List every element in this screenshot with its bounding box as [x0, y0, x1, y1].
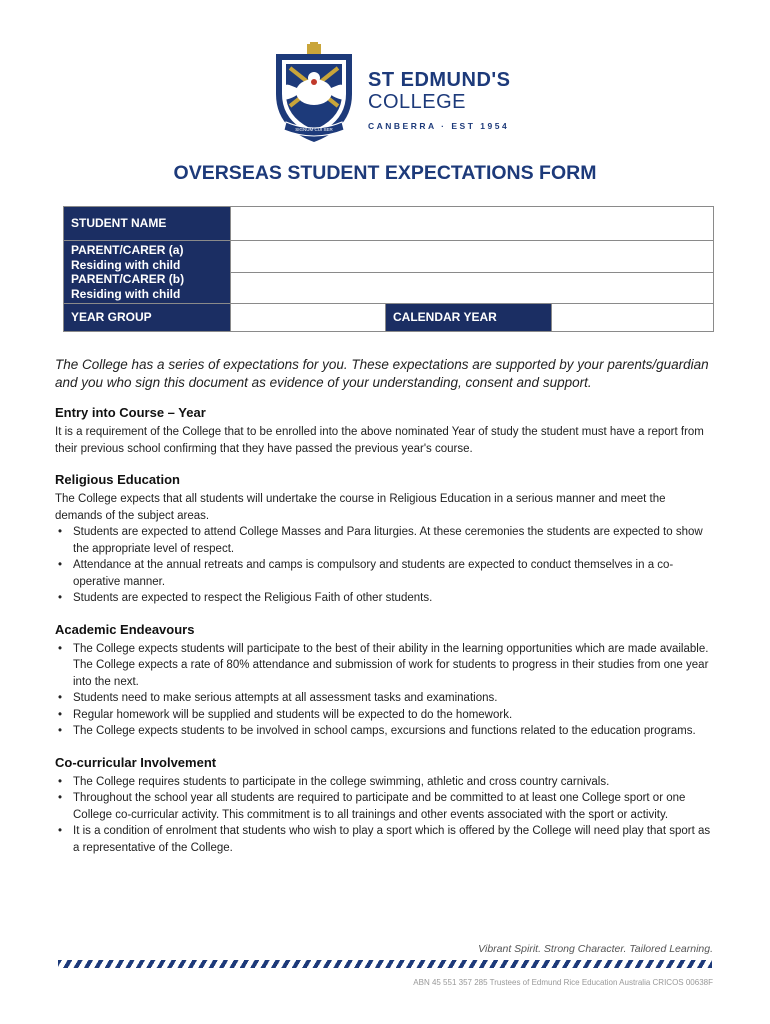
religious-heading: Religious Education: [55, 472, 180, 487]
year-group-label: [64, 304, 231, 332]
form-title: OVERSEAS STUDENT EXPECTATIONS FORM: [173, 162, 597, 184]
footer-abn: ABN 45 551 357 285 Trustees of Edmund Rice Education Australia CRICOS 00638F: [413, 978, 713, 987]
parent-a-sub-label: Residing with child: [71, 257, 181, 272]
religious-text: The College expects that all students will undertake the course in Religious Education in a serious manner and meet the demands of the subject areas.: [55, 493, 666, 522]
calendar-year-label: [386, 304, 552, 332]
college-logo: [268, 42, 518, 146]
list-item: • Throughout the school year all students are required to participate and be committed to at least one College sport or one College co-curricular activity. This commitment is to all trainings and other events associated with the sport or activity.: [55, 790, 715, 823]
parent-b-field[interactable]: [231, 272, 714, 304]
list-item: • The College expects students will participate to the best of their ability in the learning opportunities which are made available. The College expects a rate of 80% attendance and submission of work for students to progress in their studies from one year into the next.: [55, 641, 715, 691]
academic-heading: Academic Endeavours: [55, 621, 195, 637]
crest-motto: SIGNUM CUI SER: [295, 127, 333, 132]
logo-college-name: ST EDMUND'S: [368, 69, 511, 91]
list-item: • Students need to make serious attempts at all assessment tasks and examinations.: [55, 690, 715, 707]
footer-stripe: [58, 960, 712, 968]
student-name-field[interactable]: [231, 207, 714, 241]
calendar-year-label-text: CALENDAR YEAR: [393, 310, 497, 325]
academic-list: [55, 641, 715, 740]
list-item: • The College expects students to be involved in school camps, excursions and functions related to the education programs.: [55, 723, 715, 740]
logo-college-word: COLLEGE: [368, 91, 466, 113]
footer-tagline: Vibrant Spirit. Strong Character. Tailored Learning.: [478, 943, 713, 955]
logo-location: CANBERRA · EST 1954: [368, 121, 510, 131]
list-item: • Students are expected to attend College Masses and Para liturgies. At these ceremonies the students are expected to show the appropriate level of respect.: [55, 524, 715, 557]
student-details-table: [63, 206, 714, 332]
expectations-content: [55, 356, 715, 856]
year-group-field[interactable]: [231, 304, 386, 332]
entry-text: It is a requirement of the College that to be enrolled into the above nominated Year of study the student must have a report from their previous school confirming that they have passed the previous year's course.: [55, 426, 704, 455]
entry-heading: Entry into Course – Year: [55, 405, 206, 420]
list-item: • Regular homework will be supplied and students will be expected to do the homework.: [55, 707, 715, 724]
parent-a-field[interactable]: [231, 241, 714, 273]
parent-b-label: PARENT/CARER (b): [71, 272, 185, 286]
cocurricular-list: [55, 774, 715, 857]
list-item: • Students are expected to respect the Religious Faith of other students.: [55, 590, 715, 607]
year-group-label-text: YEAR GROUP: [71, 310, 152, 325]
cocurricular-heading: Co-curricular Involvement: [55, 754, 217, 770]
list-item: • It is a condition of enrolment that students who wish to play a sport which is offered by the College will need play that sport as a representative of the College.: [55, 823, 715, 856]
logo-wordmark: [368, 69, 510, 131]
parent-a-label: PARENT/CARER (a): [71, 243, 184, 257]
list-item: • Attendance at the annual retreats and camps is compulsory and students are expected to conduct themselves in a co-operative manner.: [55, 557, 715, 590]
calendar-year-field[interactable]: [552, 304, 714, 332]
student-name-label-text: STUDENT NAME: [71, 216, 167, 231]
list-item: • The College requires students to participate in the college swimming, athletic and cross country carnivals.: [55, 774, 715, 791]
parent-b-sub-label: Residing with child: [71, 286, 181, 301]
religious-list: [55, 524, 715, 607]
parent-carer-label: [64, 241, 231, 304]
crest-icon: [268, 42, 360, 146]
intro-paragraph: The College has a series of expectations for you. These expectations are supported by your parents/guardian and you who sign this document as evidence of your understanding, consent and support.: [55, 357, 709, 390]
student-name-label: [64, 207, 231, 241]
